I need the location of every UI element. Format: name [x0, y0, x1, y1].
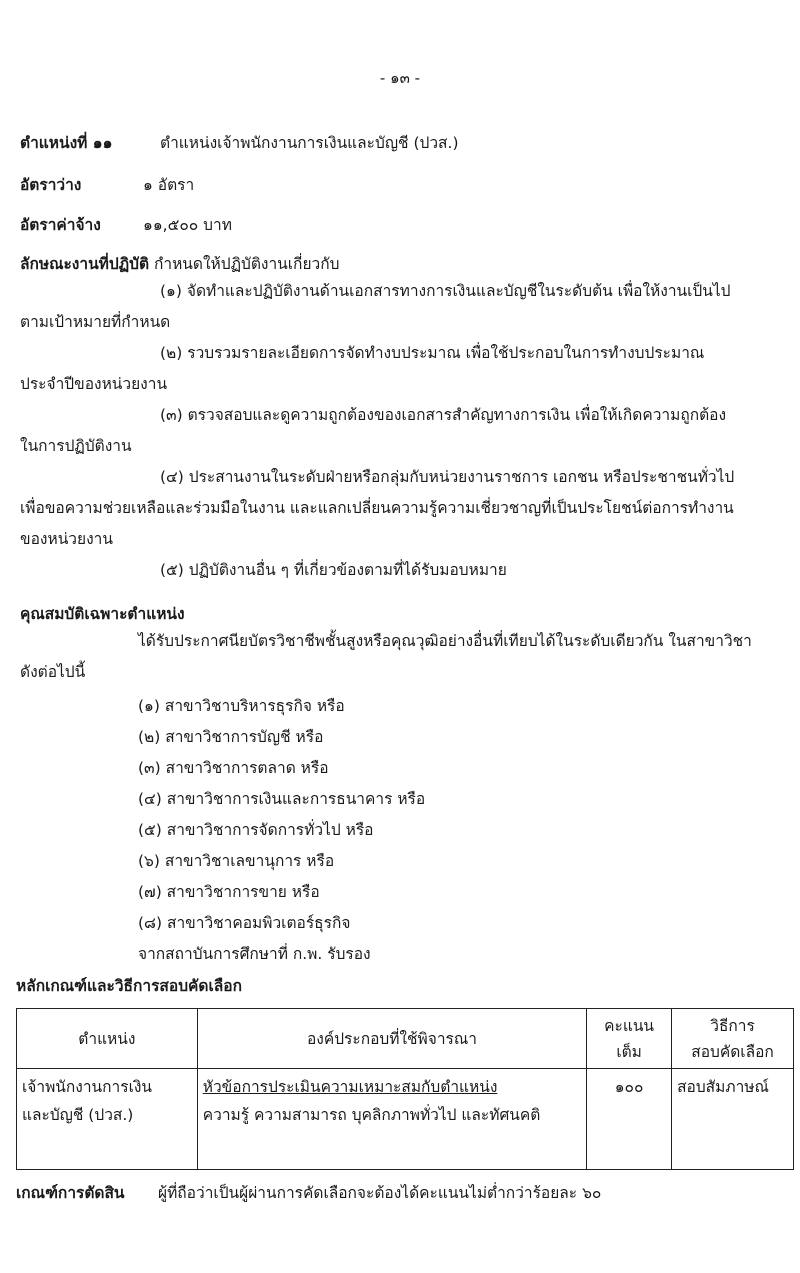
decision-text: ผู้ที่ถือว่าเป็นผู้ผ่านการคัดเลือกจะต้องได้คะแนนไม่ต่ำกว่าร้อยละ ๖๐: [158, 1184, 602, 1202]
position-line: [20, 130, 459, 155]
position-label: ตำแหน่งที่ ๑๑: [20, 134, 113, 152]
selection-heading: หลักเกณฑ์และวิธีการสอบคัดเลือก: [16, 977, 242, 995]
field-item: (๖) สาขาวิชาเลขานุการ หรือ: [138, 852, 335, 870]
header-score: คะแนน เต็ม: [587, 1009, 672, 1069]
qualifications-line1: ได้รับประกาศนียบัตรวิชาชีพชั้นสูงหรือคุณวุฒิอย่างอื่นที่เทียบได้ในระดับเดียวกัน ในสาขาวิชา: [138, 632, 752, 650]
component-title: หัวข้อการประเมินความเหมาะสมกับตำแหน่ง: [202, 1078, 498, 1096]
table-header-row: [17, 1009, 794, 1069]
selection-criteria-table: [16, 1008, 794, 1170]
cell-components: [197, 1069, 586, 1170]
wage-label: อัตราค่าจ้าง: [20, 216, 101, 234]
qualifications-text: [20, 626, 795, 688]
header-position: ตำแหน่ง: [17, 1009, 198, 1069]
duty-item: (๑) จัดทำและปฏิบัติงานด้านเอกสารทางการเงินและบัญชีในระดับต้น เพื่อให้งานเป็นไป ตามเป้าหมายที่กำหนด: [20, 282, 731, 331]
accreditation-line: จากสถาบันการศึกษาที่ ก.พ. รับรอง: [138, 945, 371, 963]
duties-heading-line: [20, 251, 339, 276]
component-detail: ความรู้ ความสามารถ บุคลิกภาพทั่วไป และทัศนคติ: [202, 1106, 541, 1124]
cell-position: เจ้าพนักงานการเงิน และบัญชี (ปวส.): [17, 1069, 198, 1170]
duty-item: (๕) ปฏิบัติงานอื่น ๆ ที่เกี่ยวข้องตามที่ได้รับมอบหมาย: [160, 561, 507, 579]
field-item: (๒) สาขาวิชาการบัญชี หรือ: [138, 728, 324, 746]
vacancy-label: อัตราว่าง: [20, 176, 82, 194]
qualifications-heading: คุณสมบัติเฉพาะตำแหน่ง: [20, 605, 185, 623]
wage-line: [20, 212, 232, 237]
wage-value: ๑๑,๕๐๐ บาท: [143, 216, 232, 234]
cell-method: สอบสัมภาษณ์: [672, 1069, 794, 1170]
header-components: องค์ประกอบที่ใช้พิจารณา: [197, 1009, 586, 1069]
vacancy-line: [20, 172, 194, 197]
duties-label: ลักษณะงานที่ปฏิบัติ: [20, 255, 150, 273]
field-item: (๓) สาขาวิชาการตลาด หรือ: [138, 759, 329, 777]
position-title: ตำแหน่งเจ้าพนักงานการเงินและบัญชี (ปวส.): [160, 134, 459, 152]
decision-label: เกณฑ์การตัดสิน: [16, 1184, 125, 1202]
duties-list: [20, 276, 795, 586]
field-item: (๕) สาขาวิชาการจัดการทั่วไป หรือ: [138, 821, 374, 839]
cell-score: ๑๐๐: [587, 1069, 672, 1170]
duty-item: (๔) ประสานงานในระดับฝ่ายหรือกลุ่มกับหน่วยงานราชการ เอกชน หรือประชาชนทั่วไป เพื่อขอความช่วยเหลือและร่วมมือในงาน และแลกเปลี่ยนความรู้ความเชี่ยวชาญที่เป็นประโยชน์ต่อการทำงาน ของหน่วยงาน: [20, 468, 735, 548]
qualifications-line2: ดังต่อไปนี้: [20, 663, 86, 681]
field-item: (๗) สาขาวิชาการขาย หรือ: [138, 883, 320, 901]
vacancy-value: ๑ อัตรา: [143, 176, 195, 194]
duty-item: (๓) ตรวจสอบและดูความถูกต้องของเอกสารสำคัญทางการเงิน เพื่อให้เกิดความถูกต้อง ในการปฏิบัติงาน: [20, 406, 727, 455]
table-row: [17, 1069, 794, 1170]
field-item: (๔) สาขาวิชาการเงินและการธนาคาร หรือ: [138, 790, 426, 808]
decision-line: [16, 1180, 601, 1205]
duty-item: (๒) รวบรวมรายละเอียดการจัดทำงบประมาณ เพื่อใช้ประกอบในการทำงบประมาณ ประจำปีของหน่วยงาน: [20, 344, 705, 393]
field-item: (๘) สาขาวิชาคอมพิวเตอร์ธุรกิจ: [138, 914, 351, 932]
header-method: วิธีการ สอบคัดเลือก: [672, 1009, 794, 1069]
duties-intro: กำหนดให้ปฏิบัติงานเกี่ยวกับ: [153, 255, 340, 273]
field-item: (๑) สาขาวิชาบริหารธุรกิจ หรือ: [138, 697, 345, 715]
page-number: - ๑๓ -: [379, 69, 421, 87]
